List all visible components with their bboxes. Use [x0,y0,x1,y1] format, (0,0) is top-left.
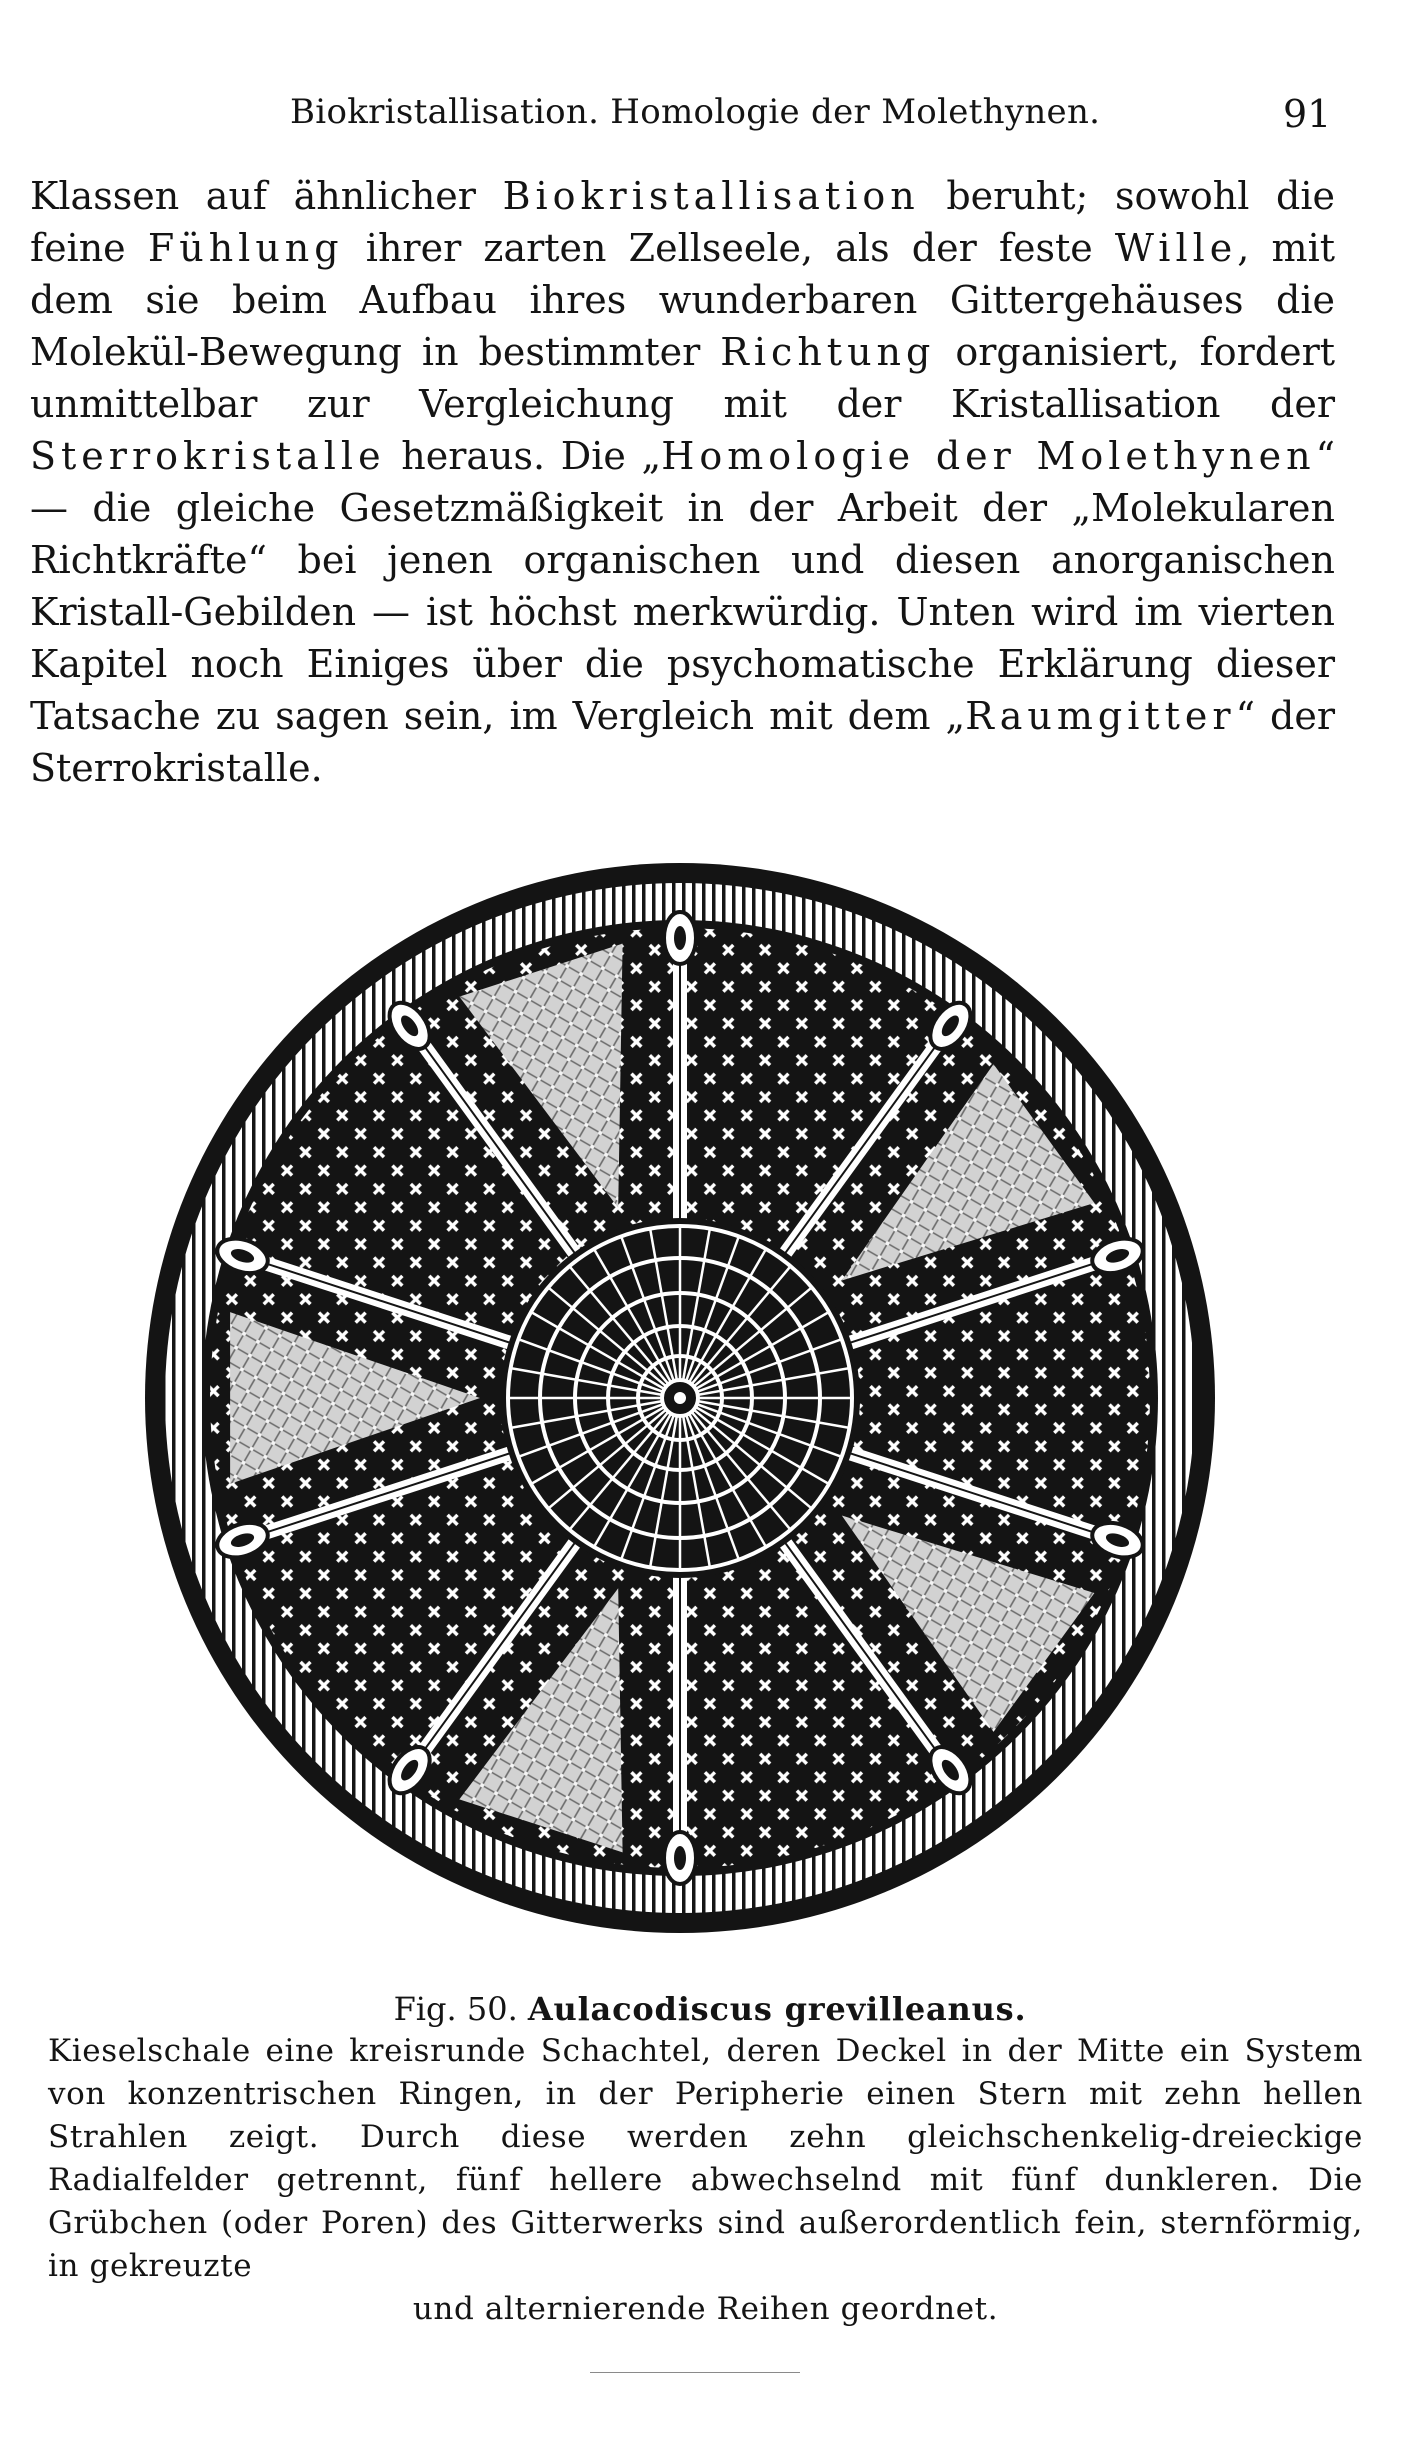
center-dot [674,1392,686,1404]
spaced-term: Homologie der Molethynen [661,434,1316,478]
text-run: “ — die gleiche Gesetzmäßigkeit in der Arbeit der „Molekularen Richtkräfte“ bei jenen organischen und diesen anorganischen Kristall-Gebilden — ist höchst merkwürdig. Unten wird im vierten Kapitel noch Einiges über die psychomatische Erklärung dieser Tatsache zu sagen sein, im Vergleich mit dem „ [30,434,1335,738]
running-head: Biokristallisation. Homologie der Molethynen. [290,92,1101,132]
text-run: beruht; sowohl die feine [30,174,1335,270]
body-paragraph [30,170,1335,794]
spaced-term: Wille [1114,226,1238,270]
process-core [674,1846,686,1870]
spaced-term: Raumgitter [965,694,1236,738]
diatom-illustration [140,858,1220,1938]
spaced-term: Sterrokristalle [30,434,386,478]
caption-text: Kieselschale eine kreisrunde Schachtel, deren Deckel in der Mitte ein System von konzentrischen Ringen, in der Peripherie einen Stern mit zehn hellen Strahlen zeigt. Durch diese werden zehn gleichschenkelig-dreieckige Radialfelder getrennt, fünf hellere abwechselnd mit fünf dunkleren. Die Grübchen (oder Poren) des Gitterwerks sind außerordentlich fein, sternförmig, in gekreuzte [48,2033,1363,2284]
text-run: , mit dem sie beim Aufbau ihres wunderbaren Gittergehäuses die Molekül-Bewegung in bestimmter [30,226,1335,374]
figure-number: Fig. 50. [393,1990,518,2028]
spaced-term: Richtung [720,330,936,374]
spaced-term: Biokristallisation [502,174,920,218]
marginal-process [664,912,696,964]
text-run: heraus. Die „ [385,434,662,478]
marginal-process [664,1832,696,1884]
footer-rule [590,2372,800,2373]
caption-last-line: und alternierende Reihen geordnet. [412,2291,999,2327]
page-number: 91 [1283,92,1332,136]
text-run: “ der Sterrokristalle. [30,694,1335,790]
process-core [674,926,686,950]
central-rosette [500,1218,860,1578]
spaced-term: Fühlung [147,226,344,270]
species-name: Aulacodiscus grevilleanus. [527,1990,1027,2028]
text-run: ihrer zarten Zellseele, als der feste [343,226,1115,270]
figure-caption [48,2030,1363,2331]
text-run: organisiert, fordert unmittelbar zur Vergleichung mit der Kristallisation der [30,330,1336,426]
text-run: Klassen auf ähnlicher [30,174,503,218]
figure-caption-title [0,1990,1420,2028]
